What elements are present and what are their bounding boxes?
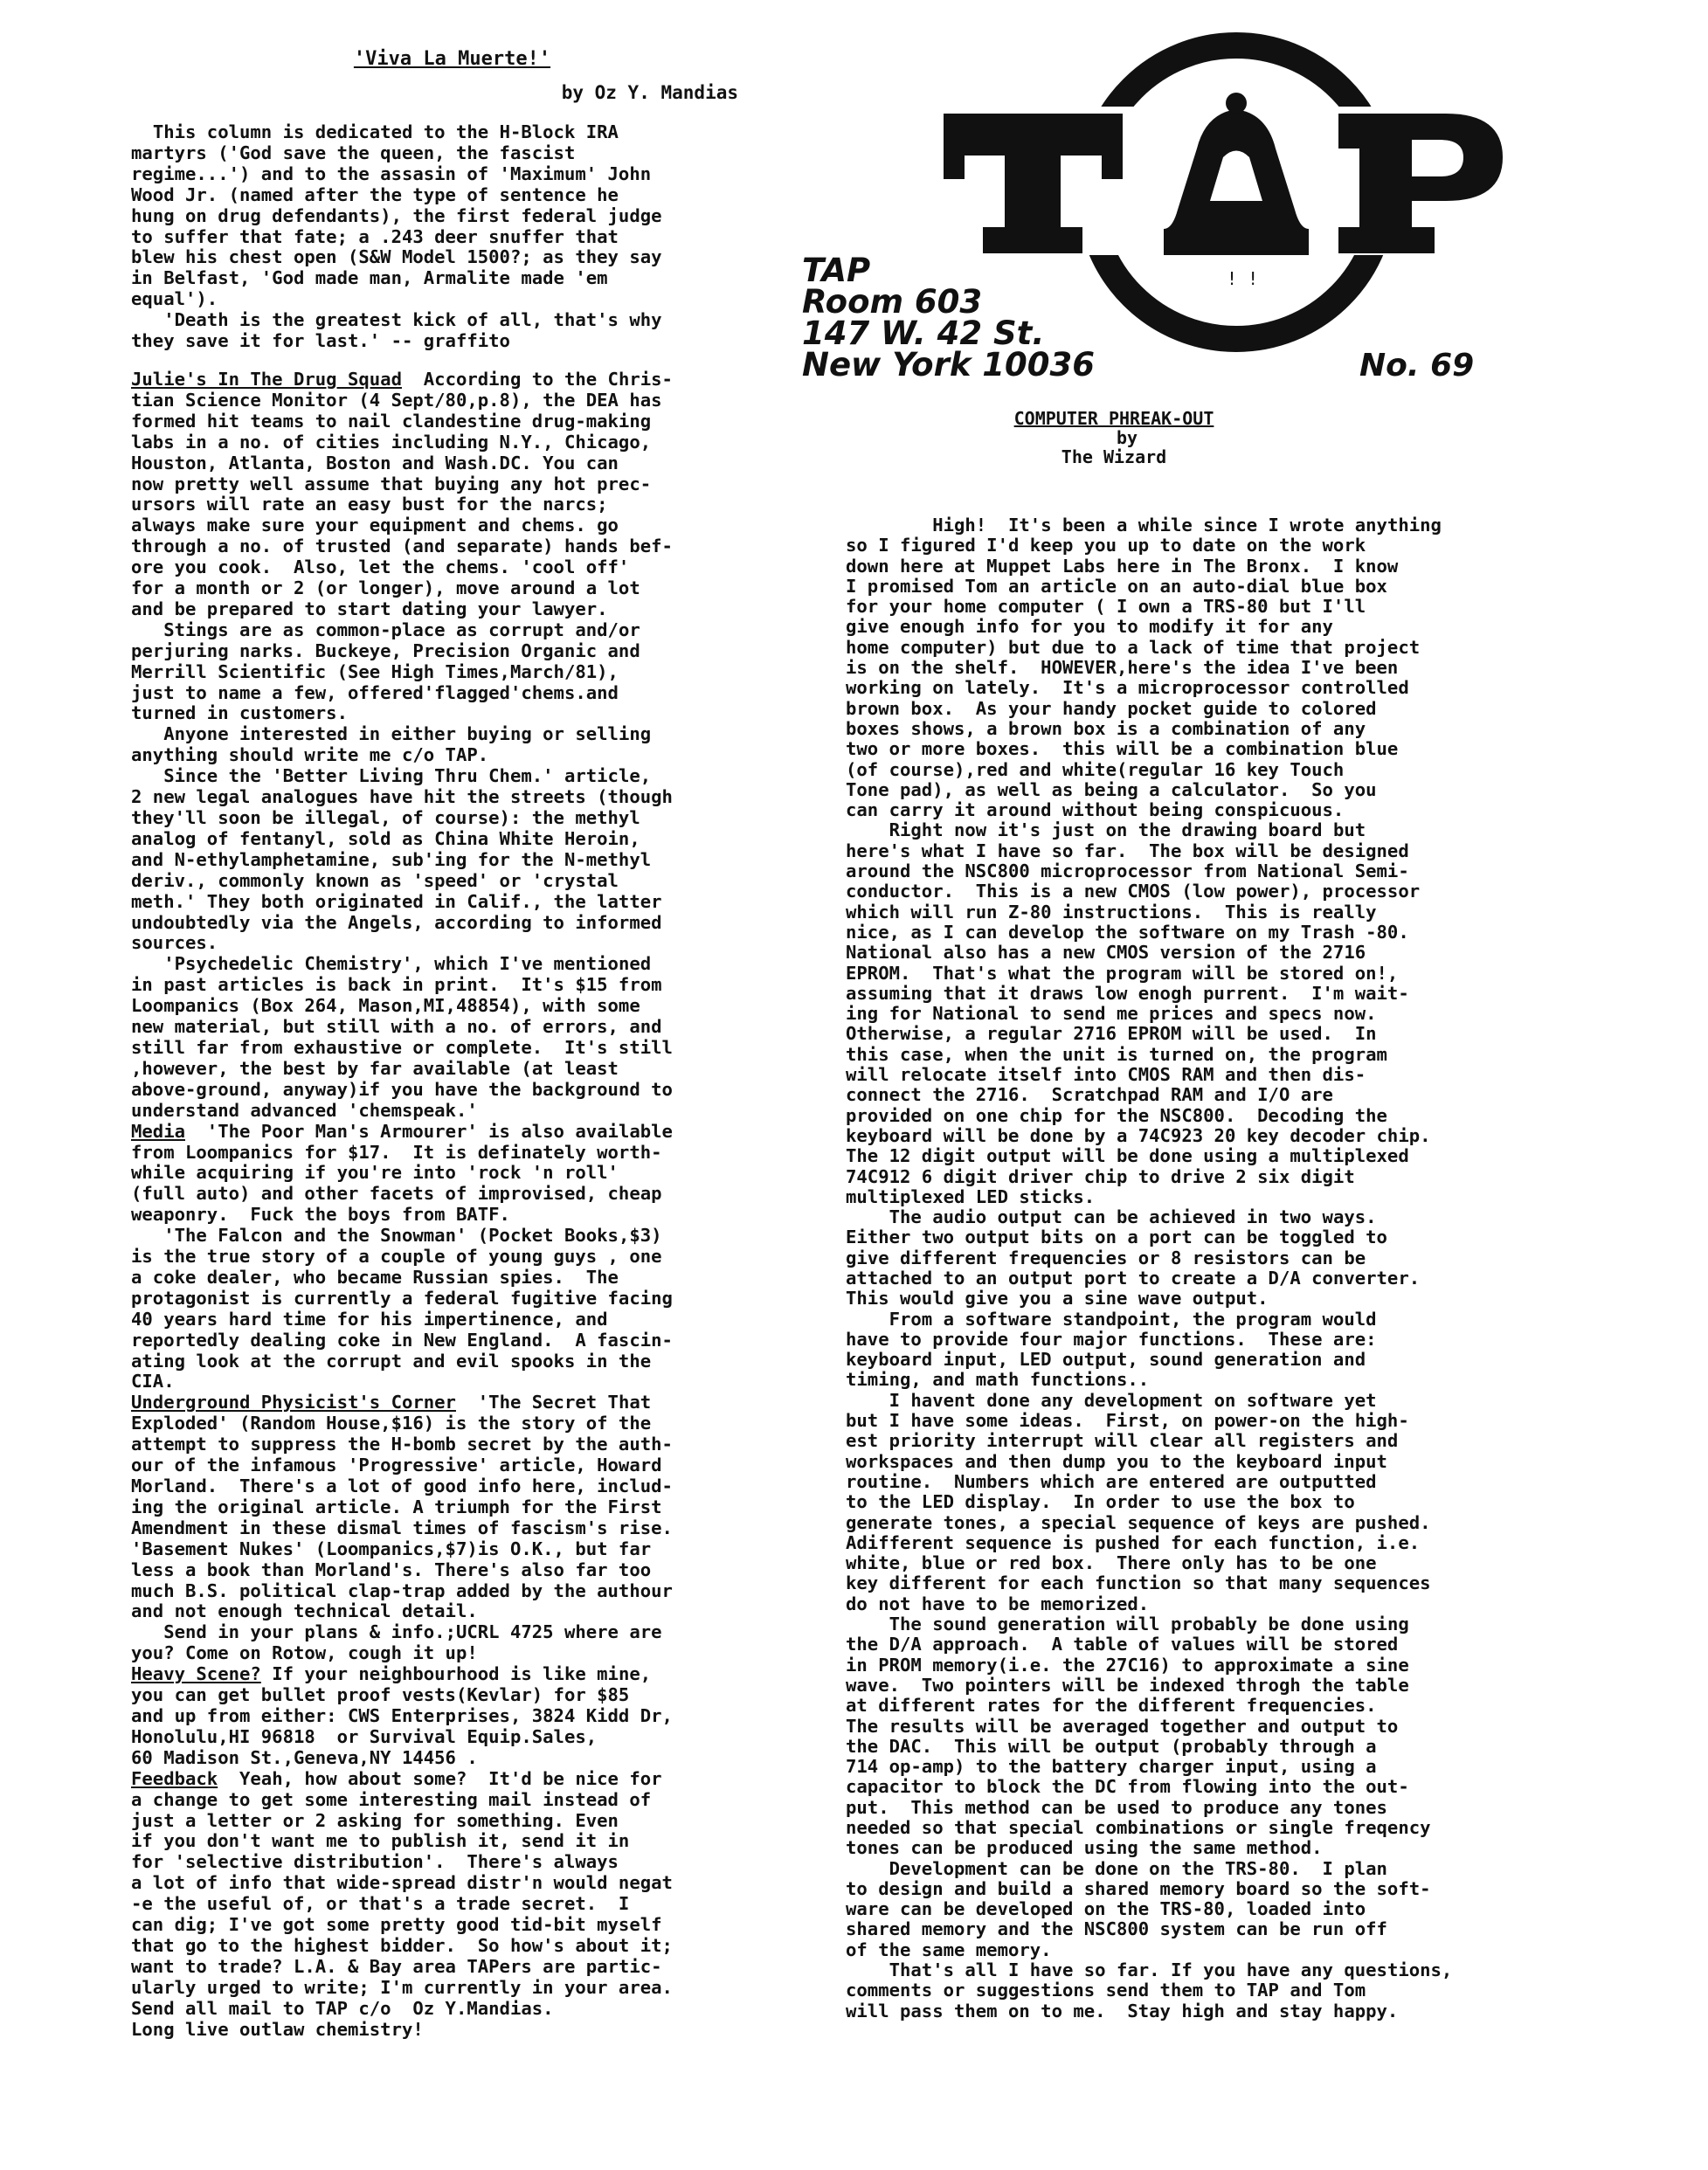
tap-address [802,252,1096,384]
address-line: TAP [802,252,871,289]
section-body: If your neighbourhood is like mine, you can get bullet proof vests(Kevlar) for $85 and up from either: CWS Enterprises, 3824 Kidd Dr, Honolulu,HI 96818 or Survival Equip.Sales, 60 Madison St.,Geneva,NY 14456 . [131,1663,673,1768]
address-line: Room 603 [802,283,983,321]
logo-mark: ! ! [1227,268,1259,289]
left-column [131,48,773,2040]
address-line: New York 10036 [802,346,1096,384]
section-heading: Media [131,1120,185,1142]
article-by: by [1116,427,1138,448]
section-body: Yeah, how about some? It'd be nice for a change to get some interesting mail instead of just a letter or 2 asking for something. Even if you don't want me to publish it, send it in for 'selective distribution'. There's always a lot of info that wide-spread distr'n would negat -e the useful of, or that's a trade secret. I can dig; I've got some pretty good tid-bit myself that go to the highest bidder. So how's about it; want to trade? L.A. & Bay area TAPers are partic- ularly urged to write; I'm currently in your area. Send all mail to TAP c/o Oz Y.Mandias. Long live outlaw chemistry! [131,1767,673,2040]
byline: by Oz Y. Mandias [561,82,738,103]
article-body: High! It's been a while since I wrote anything so I figured I'd keep you up to date on the work down here at Muppet Labs here in The Bronx. I know I promised Tom an article on an auto-dial blue box for your home computer ( I own a TRS-80 but I'll give enough info for you to modify it for any home computer) but due to a lack of time that project is on the shelf. HOWEVER,here's the idea I've been working on lately. It's a microprocessor controlled brown box. As your handy pocket guide to colored boxes shows, a brown box is a combination of any two or more boxes. this will be a combination blue (of course),red and white(regular 16 key Touch Tone pad), as well as being a calculator. So you can carry it around without being conspicuous. Right now it's just on the drawing board but here's what I have so far. The box will be designed around the NSC800 microprocessor from National Semi- conductor. This is a new CMOS (low power), processor which will run Z-80 instructions. This is really nice, as I can develop the software on my Trash -80. National also has a new CMOS version of the 2716 EPROM. That's what the program will be stored on!, assuming that it draws low enogh purrent. I'm wait- ing for National to send me prices and specs now. Otherwise, a regular 2716 EPROM will be used. In this case, when the unit is turned on, the program will relocate itself into CMOS RAM and then dis- connect the 2716. Scratchpad RAM and I/O are provided on one chip for the NSC800. Decoding the keyboard will be done by a 74C923 20 key decoder chip. The 12 digit output will be done using a multiplexed 74C912 6 digit driver chip to drive 2 six digit multiplexed LED sticks. The audio output can be achieved in two ways. Either two output bits on a port can be toggled to give different frequencies or 8 resistors can be attached to an output port to create a D/A converter. This would give you a sine wave output. From a software standpoint, the program would have to provide four major functions. These are: keyboard input, LED output, sound generation and timing, and math functions.. I havent done any development on software yet but I have some ideas. First, on power-on the high- est priority interrupt will clear all registers and workspaces and then dump you to the keyboard input routine. Numbers which are entered are outputted to the LED display. In order to use the box to generate tones, a special sequence of keys are pushed. Adifferent sequence is pushed for each function, i.e. white, blue or red box. There only has to be one key different for each function so that many sequences do not have to be memorized. The sound generation will probably be done using the D/A approach. A table of values will be stored in PROM memory(i.e. the 27C16) to approximate a sine wave. Two pointers will be indexed throgh the table at different rates for the different frequencies. The results will be averaged together and output to the DAC. This will be output (probably through a 714 op-amp) to the battery charger input, using a capacitor to block the DC from flowing into the out- put. This method can be used to produce any tones needed so that special combinations or single freqency tones can be produced using the same method. Development can be done on the TRS-80. I plan to design and build a shared memory board so the soft- ware can be developed on the TRS-80, loaded into shared memory and the NSC800 system can be run off of the same memory. That's all I have so far. If you have any questions, comments or suggestions send them to TAP and Tom will pass them on to me. Stay high and stay happy. [846,515,1453,2021]
section-heading: Julie's In The Drug Squad [131,368,402,390]
quote-paragraph: 'Death is the greatest kick of all, that's why they save it for last.' -- graffito [131,309,662,352]
column-title-text: 'Viva La Muerte!' [353,48,551,70]
section-physicist-corner [131,1393,773,1664]
column-title [131,48,773,70]
dedication-paragraph: This column is dedicated to the H-Block IRA martyrs ('God save the queen, the fascist regime...') and to the assasin of 'Maximum' John Wood Jr. (named after the type of sentence he hung on drug defendants), the first federal judge to suffer that fate; a .243 deer snuffer that blew his chest open (S&W Model 1500?; as they say in Belfast, 'God made man, Armalite made 'em equal'). [131,121,662,310]
section-body: According to the Chris- tian Science Monitor (4 Sept/80,p.8), the DEA has formed hit teams to nail clandestine drug-making labs in a no. of cities including N.Y., Chicago, Houston, Atlanta, Boston and Wash.DC. You can now pretty well assume that buying any hot prec- ursors will rate an easy bust for the narcs; always make sure your equipment and chems. go through a no. of trusted (and separate) hands bef- ore you cook. Also, let the chems. 'cool off' for a month or 2 (or longer), move around a lot and be prepared to start dating your lawyer. Stings are as common-place as corrupt and/or perjuring narks. Buckeye, Precision Organic and Merrill Scientific (See High Times,March/81), just to name a few, offered'flagged'chems.and turned in customers. Anyone interested in either buying or selling anything should write me c/o TAP. Since the 'Better Living Thru Chem.' article, 2 new legal analogues have hit the streets (though they'll soon be illegal, of course): the methyl analog of fentanyl, sold as China White Heroin, and N-ethylamphetamine, sub'ing for the N-methyl deriv., commonly known as 'speed' or 'crystal meth.' They both originated in Calif., the latter undoubtedly via the Angels, according to informed sources. 'Psychedelic Chemistry', which I've mentioned in past articles is back in print. It's $15 from Loompanics (Box 264, Mason,MI,48854), with some new material, but still with a no. of errors, and still far from exhaustive or complete. It's still ,however, the best by far available (at least above-ground, anyway)if you have the background to understand advanced 'chemspeak.' [131,368,673,1121]
section-body: 'The Poor Man's Armourer' is also available from Loompanics for $17. It is definately worth- while acquiring if you're into 'rock 'n roll' (full auto) and other facets of improvised, cheap weaponry. Fuck the boys from BATF. 'The Falcon and the Snowman' (Pocket Books,$3) is the true story of a couple of young guys , one a coke dealer, who became Russian spies. The protagonist is currently a federal fugitive facing 40 years hard time for his impertinence, and reportedly dealing coke in New England. A fascin- ating look at the corrupt and evil spooks in the CIA. [131,1120,673,1393]
section-feedback [131,1769,773,2041]
right-column [846,515,1555,2021]
article-title-block [1000,409,1227,466]
section-heading: Underground Physicist's Corner [131,1392,456,1413]
section-heavy-scene [131,1664,773,1769]
section-heading: Feedback [131,1767,218,1789]
issue-number: No. 69 [1359,348,1475,384]
article-title: COMPUTER PHREAK-OUT [1013,408,1214,429]
section-drug-squad [131,370,773,1122]
section-heading: Heavy Scene? [131,1663,261,1685]
section-body: 'The Secret That Exploded' (Random House,$16) is the story of the attempt to suppress the H-bomb secret by the auth- our of the infamous 'Progressive' article, Howard Morland. There's a lot of good info here, includ- ing the original article. A triumph for the First Amendment in these dismal times of fascism's rise. 'Basement Nukes' (Loompanics,$7)is O.K., but far less a book than Morland's. There's also far too much B.S. political clap-trap added by the authour and not enough technical detail. Send in your plans & info.;UCRL 4725 where are you? Come on Rotow, cough it up! [131,1392,673,1664]
address-line: 147 W. 42 St. [802,314,1045,352]
section-media [131,1122,773,1393]
article-author: The Wizard [1061,446,1167,467]
